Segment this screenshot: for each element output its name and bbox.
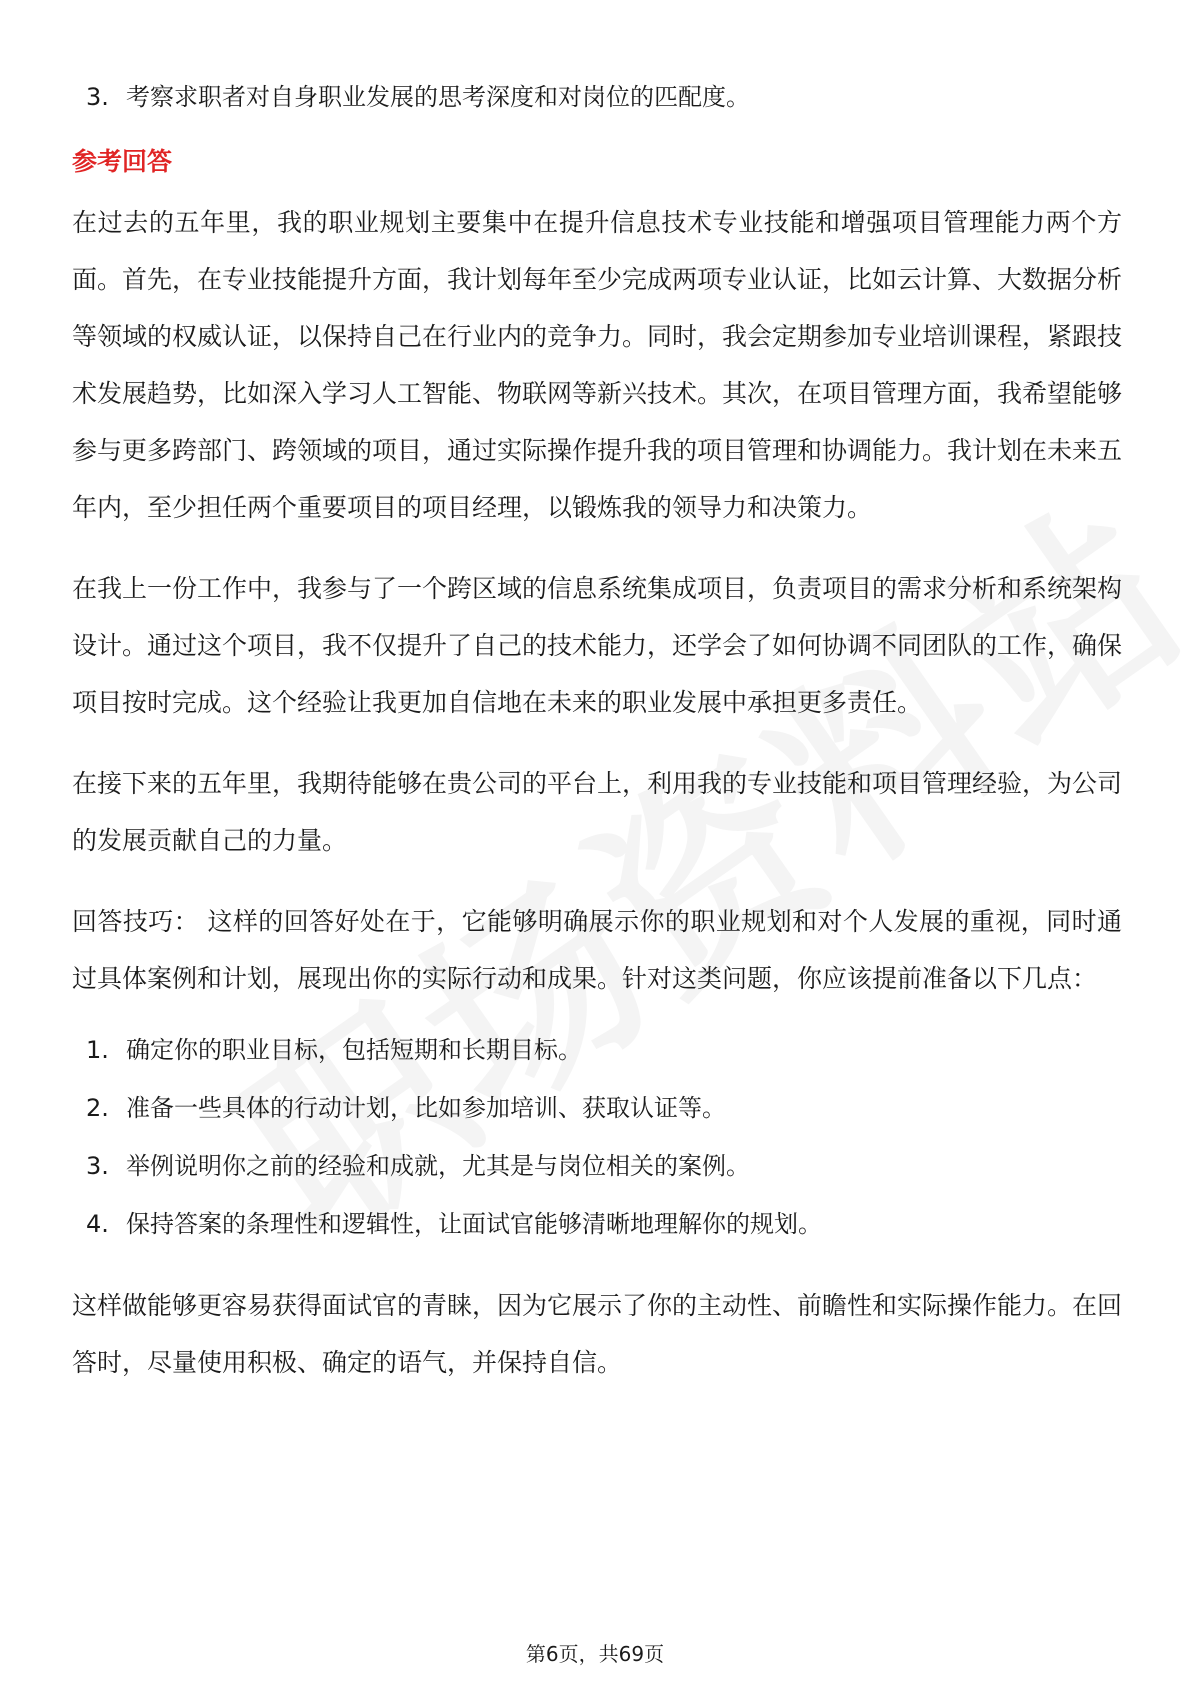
tips-intro-paragraph: 回答技巧： 这样的回答好处在于，它能够明确展示你的职业规划和对个人发展的重视，同时通过具体案例和计划，展现出你的实际行动和成果。针对这类问题，你应该提前准备以下几点： [72,907,1122,993]
answer-paragraph-3: 在接下来的五年里，我期待能够在贵公司的平台上，利用我的专业技能和项目管理经验，为公司的发展贡献自己的力量。 [72,769,1123,855]
list-item-number: 2. [86,1094,109,1122]
list-item-number: 1. [86,1036,109,1064]
list-item [72,1079,1122,1137]
answer-paragraph-1: 在过去的五年里，我的职业规划主要集中在提升信息技术专业技能和增强项目管理能力两个方面。首先，在专业技能提升方面，我计划每年至少完成两项专业认证，比如云计算、大数据分析等领域的权威认证，以保持自己在行业内的竞争力。同时，我会定期参加专业培训课程，紧跟技术发展趋势，比如深入学习人工智能、物联网等新兴技术。其次，在项目管理方面，我希望能够参与更多跨部门、跨领域的项目，通过实际操作提升我的项目管理和协调能力。我计划在未来五年内，至少担任两个重要项目的项目经理，以锻炼我的领导力和决策力。 [72,208,1123,522]
list-item-text: 保持答案的条理性和逻辑性，让面试官能够清晰地理解你的规划。 [126,1210,822,1238]
list-item [72,1137,1122,1195]
list-item [72,68,1122,126]
list-item-text: 准备一些具体的行动计划，比如参加培训、获取认证等。 [126,1094,726,1122]
list-item [72,1021,1122,1079]
closing-paragraph: 这样做能够更容易获得面试官的青睐，因为它展示了你的主动性、前瞻性和实际操作能力。在回答时，尽量使用积极、确定的语气，并保持自信。 [72,1291,1123,1377]
list-item-number: 4. [86,1210,109,1238]
list-item-text: 确定你的职业目标，包括短期和长期目标。 [126,1036,582,1064]
list-item-text: 考察求职者对自身职业发展的思考深度和对岗位的匹配度。 [126,83,750,111]
top-list [72,68,1122,126]
section-title: 参考回答 [72,147,173,176]
list-item-number: 3. [86,1152,109,1180]
document-body [72,68,1122,1415]
tips-list [72,1021,1122,1253]
answer-paragraph-2: 在我上一份工作中，我参与了一个跨区域的信息系统集成项目，负责项目的需求分析和系统架构设计。通过这个项目，我不仅提升了自己的技术能力，还学会了如何协调不同团队的工作，确保项目按时完成。这个经验让我更加自信地在未来的职业发展中承担更多责任。 [72,574,1123,717]
list-item-text: 举例说明你之前的经验和成就，尤其是与岗位相关的案例。 [126,1152,750,1180]
list-item [72,1195,1122,1253]
page-footer: 第6页，共69页 [525,1642,665,1666]
list-item-number: 3. [86,83,109,111]
